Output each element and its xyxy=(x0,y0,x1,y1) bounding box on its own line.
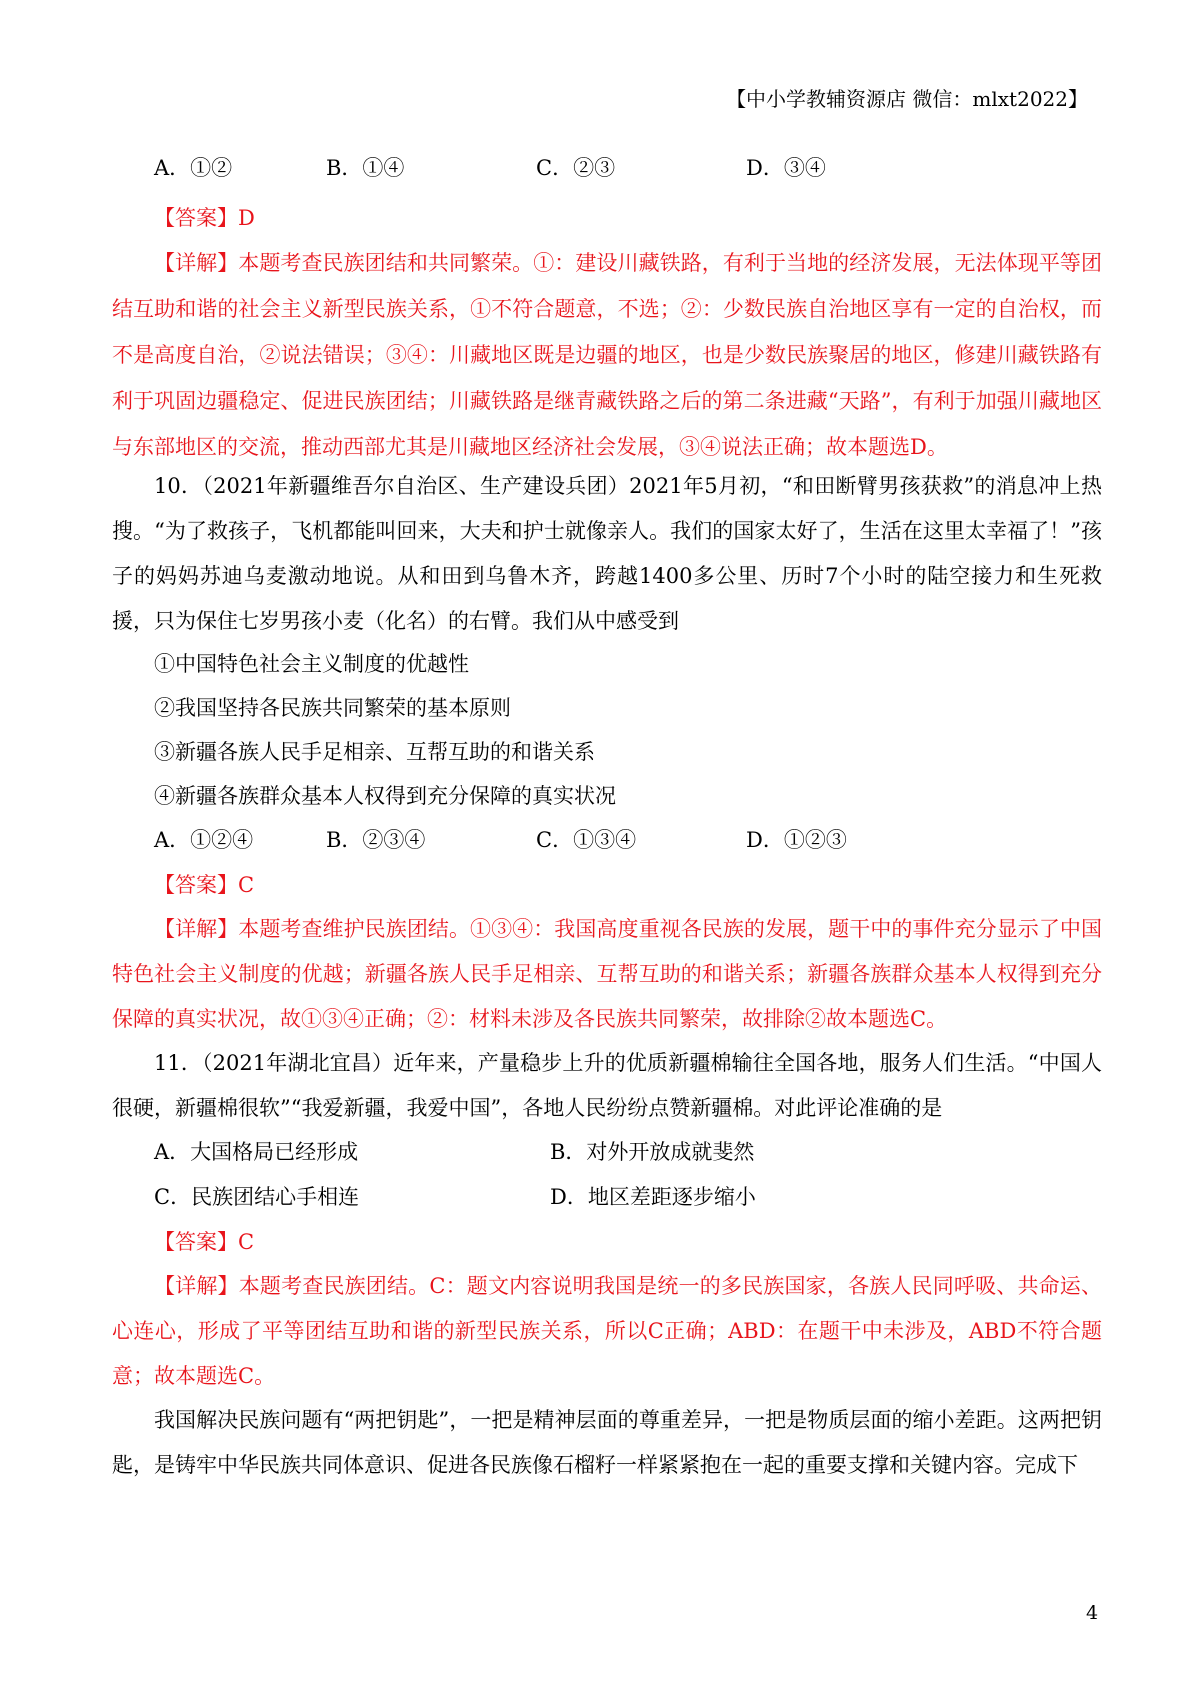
q10-statement-2: ②我国坚持各民族共同繁荣的基本原则 xyxy=(154,696,511,720)
q11-answer: 【答案】C xyxy=(154,1230,255,1254)
q10-answer: 【答案】C xyxy=(154,873,255,897)
q11-option-b: B．对外开放成就斐然 xyxy=(550,1140,755,1164)
q9-answer: 【答案】D xyxy=(154,206,255,230)
q10-statement-3: ③新疆各族人民手足相亲、互帮互助的和谐关系 xyxy=(154,740,595,764)
q11-option-d: D．地区差距逐步缩小 xyxy=(550,1185,756,1209)
q9-option-d: D．③④ xyxy=(746,156,826,180)
q11-option-a: A．大国格局已经形成 xyxy=(154,1140,359,1164)
q11-options-row-2 xyxy=(112,1174,1102,1221)
q11-stem: 11．（2021年湖北宜昌）近年来，产量稳步上升的优质新疆棉输往全国各地，服务人们生活。“中国人很硬，新疆棉很软”“我爱新疆，我爱中国”，各地人民纷纷点赞新疆棉。对此评论准确的是 xyxy=(112,1051,1102,1120)
q10-explanation: 【详解】本题考查维护民族团结。①③④：我国高度重视各民族的发展，题干中的事件充分显示了中国特色社会主义制度的优越；新疆各族人民手足相亲、互帮互助的和谐关系；新疆各族群众基本人权得到充分保障的真实状况，故①③④正确；②：材料未涉及各民族共同繁荣，故排除②故本题选C。 xyxy=(112,917,1102,1031)
q11-option-c: C．民族团结心手相连 xyxy=(154,1185,360,1209)
q11-explanation: 【详解】本题考查民族团结。C：题文内容说明我国是统一的多民族国家，各族人民同呼吸、共命运、心连心，形成了平等团结互助和谐的新型民族关系，所以C正确；ABD：在题干中未涉及，ABD不符合题意；故本题选C。 xyxy=(112,1274,1102,1388)
q9-option-b: B．①④ xyxy=(326,156,405,180)
q10-option-b: B．②③④ xyxy=(326,828,426,852)
q9-option-a: A．①② xyxy=(154,156,233,180)
q11-options-row-1 xyxy=(112,1129,1102,1176)
q9-explanation: 【详解】本题考查民族团结和共同繁荣。①：建设川藏铁路，有利于当地的经济发展，无法体现平等团结互助和谐的社会主义新型民族关系，①不符合题意，不选；②：少数民族自治地区享有一定的自治权，而不是高度自治，②说法错误；③④：川藏地区既是边疆的地区，也是少数民族聚居的地区，修建川藏铁路有利于巩固边疆稳定、促进民族团结；川藏铁路是继青藏铁路之后的第二条进藏“天路”，有利于加强川藏地区与东部地区的交流，推动西部尤其是川藏地区经济社会发展，③④说法正确；故本题选D。 xyxy=(112,251,1102,459)
q10-options xyxy=(112,817,1102,864)
q10-option-a: A．①②④ xyxy=(154,828,254,852)
header-note: 【中小学教辅资源店 微信：mlxt2022】 xyxy=(726,87,1088,111)
q10-stem: 10．（2021年新疆维吾尔自治区、生产建设兵团）2021年5月初，“和田断臂男孩获救”的消息冲上热搜。“为了救孩子，飞机都能叫回来，大夫和护士就像亲人。我们的国家太好了，生活在这里太幸福了！”孩子的妈妈苏迪乌麦激动地说。从和田到乌鲁木齐，跨越1400多公里、历时7个小时的陆空接力和生死救援，只为保住七岁男孩小麦（化名）的右臂。我们从中感受到 xyxy=(112,474,1102,633)
q9-option-c: C．②③ xyxy=(536,156,616,180)
q10-option-d: D．①②③ xyxy=(746,828,847,852)
q10-statement-4: ④新疆各族群众基本人权得到充分保障的真实状况 xyxy=(154,784,616,808)
passage: 我国解决民族问题有“两把钥匙”，一把是精神层面的尊重差异，一把是物质层面的缩小差距。这两把钥匙，是铸牢中华民族共同体意识、促进各民族像石榴籽一样紧紧抱在一起的重要支撑和关键内容。完成下 xyxy=(112,1408,1102,1477)
page-number: 4 xyxy=(1086,1602,1099,1624)
q9-options xyxy=(112,145,1102,192)
q10-statement-1: ①中国特色社会主义制度的优越性 xyxy=(154,652,469,676)
q10-option-c: C．①③④ xyxy=(536,828,637,852)
